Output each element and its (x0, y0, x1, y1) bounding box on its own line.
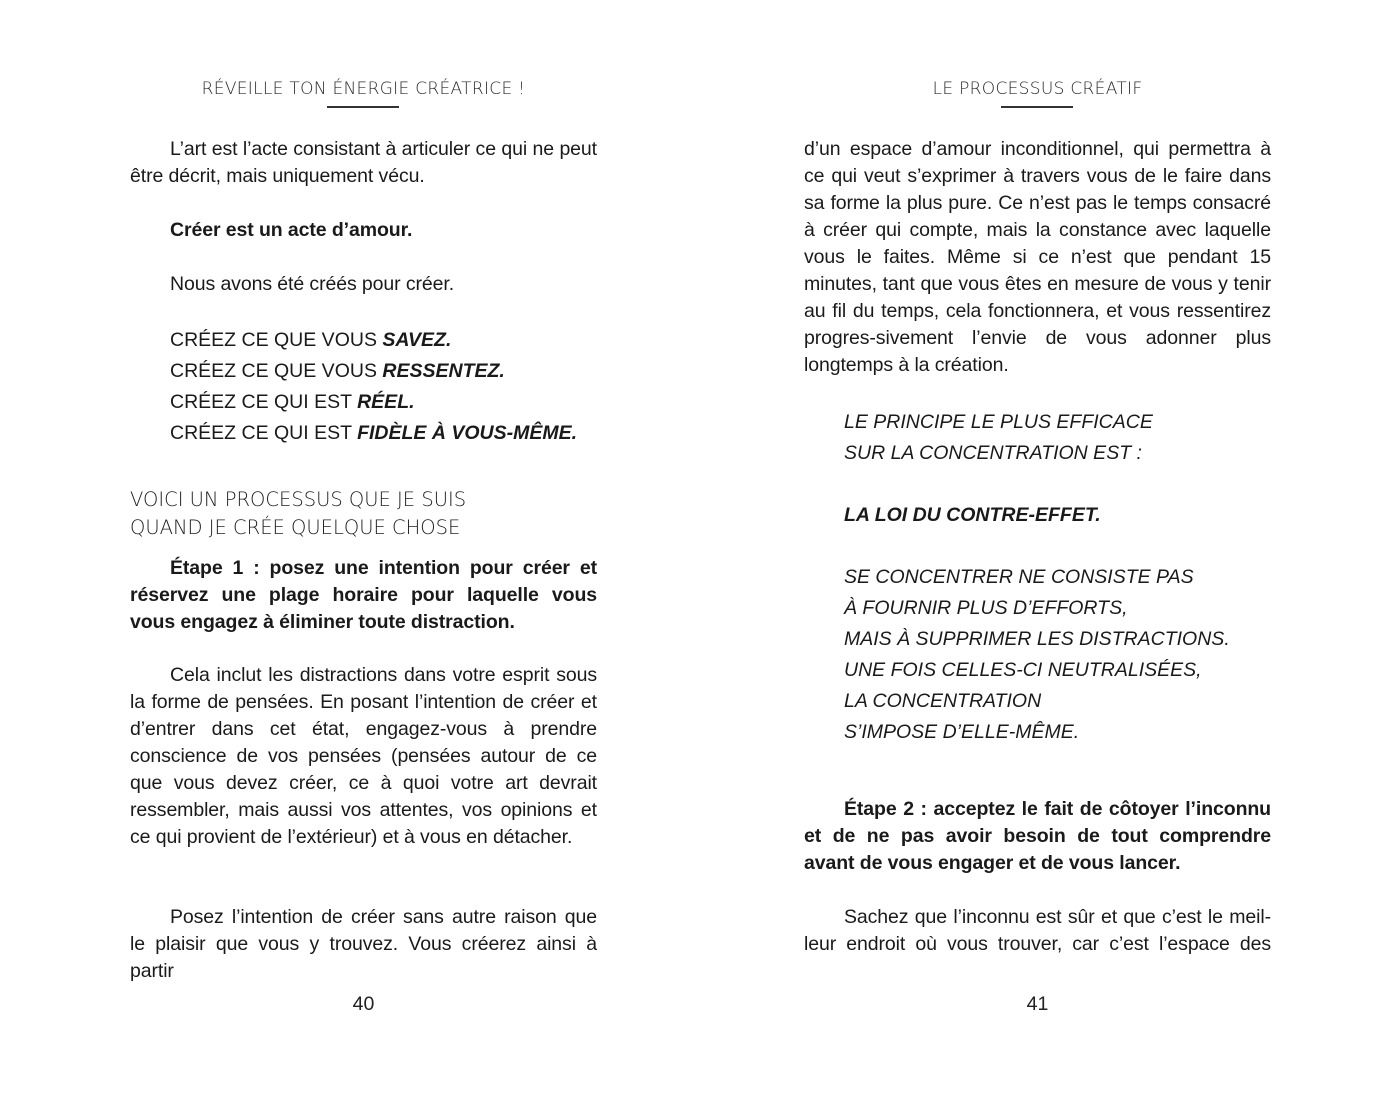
mantra-line: CRÉEZ CE QUI EST FIDÈLE À VOUS-MÊME. (170, 422, 578, 444)
quote-line: MAIS À SUPPRIMER LES DISTRACTIONS. (844, 628, 1230, 650)
closing-paragraph: Posez l’intention de créer sans autre raison que le plaisir que vous y trouvez. Vous créerez ainsi à partir (130, 906, 597, 982)
quote-line: SE CONCENTRER NE CONSISTE PAS (844, 566, 1194, 588)
quote-line: LA CONCENTRATION (844, 690, 1042, 712)
mantra-line: CRÉEZ CE QUE VOUS SAVEZ. (170, 329, 452, 351)
step-2-paragraph: Sachez que l’inconnu est sûr et que c’est le meil-leur endroit où vous trouver, car c’est l’espace des (804, 906, 1271, 955)
quote-block (804, 407, 1271, 748)
bold-statement: Créer est un acte d’amour. (170, 219, 413, 241)
quote-line: UNE FOIS CELLES-CI NEUTRALISÉES, (844, 659, 1202, 681)
step-2-heading: Étape 2 : acceptez le fait de côtoyer l’inconnu et de ne pas avoir besoin de tout comprendre avant de vous engager et de vous lancer. (804, 798, 1271, 874)
page-number: 40 (352, 993, 375, 1015)
running-head: LE PROCESSUS CRÉATIF (932, 79, 1143, 99)
quote-line: LE PRINCIPE LE PLUS EFFICACE (844, 411, 1153, 433)
plain-statement: Nous avons été créés pour créer. (170, 273, 455, 295)
quote-line: SUR LA CONCENTRATION EST : (844, 442, 1142, 464)
header-rule (327, 106, 399, 108)
mantra-line: CRÉEZ CE QUE VOUS RESSENTEZ. (170, 360, 505, 382)
running-head: RÉVEILLE TON ÉNERGIE CRÉATRICE ! (201, 79, 526, 99)
quote-law: LA LOI DU CONTRE-EFFET. (844, 504, 1101, 526)
section-heading-line: VOICI UN PROCESSUS QUE JE SUIS (130, 488, 467, 511)
left-page (130, 0, 597, 1115)
section-heading-line: QUAND JE CRÉE QUELQUE CHOSE (130, 516, 461, 539)
step-1-paragraph: Cela inclut les distractions dans votre esprit sous la forme de pensées. En posant l’intention de créer et d’entrer dans cet état, engagez-vous à prendre conscience de vos pensées (pensées autour de ce que vous devez créer, ce à quoi votre art devrait ressembler, mais aussi vos attentes, vos opinions et ce qui provient de l’extérieur) et à vous en détacher. (130, 664, 597, 848)
quote-line: S’IMPOSE D’ELLE-MÊME. (844, 721, 1080, 743)
quote-line: À FOURNIR PLUS D’EFFORTS, (844, 597, 1128, 619)
continued-paragraph: d’un espace d’amour inconditionnel, qui permettra à ce qui veut s’exprimer à travers vous de le faire dans sa forme la plus pure. Ce n’est pas le temps consacré à créer qui compte, mais la constance avec laquelle vous le faites. Même si ce n’est que pendant 15 minutes, tant que vous êtes en mesure de vous y tenir au fil du temps, cela fonctionnera, et vous ressentirez progres-sivement l’envie de vous adonner plus longtemps à la création. (804, 138, 1271, 376)
mantra-list (130, 325, 597, 449)
header-rule (1001, 106, 1073, 108)
intro-paragraph: L’art est l’acte consistant à articuler ce qui ne peut être décrit, mais uniquement vécu. (130, 138, 597, 187)
mantra-line: CRÉEZ CE QUI EST RÉEL. (170, 391, 415, 413)
page-number: 41 (1026, 993, 1049, 1015)
right-page (804, 0, 1271, 1115)
step-1-heading: Étape 1 : posez une intention pour créer et réservez une plage horaire pour laquelle vous vous engagez à éliminer toute distraction. (130, 557, 597, 633)
section-heading (130, 486, 597, 542)
